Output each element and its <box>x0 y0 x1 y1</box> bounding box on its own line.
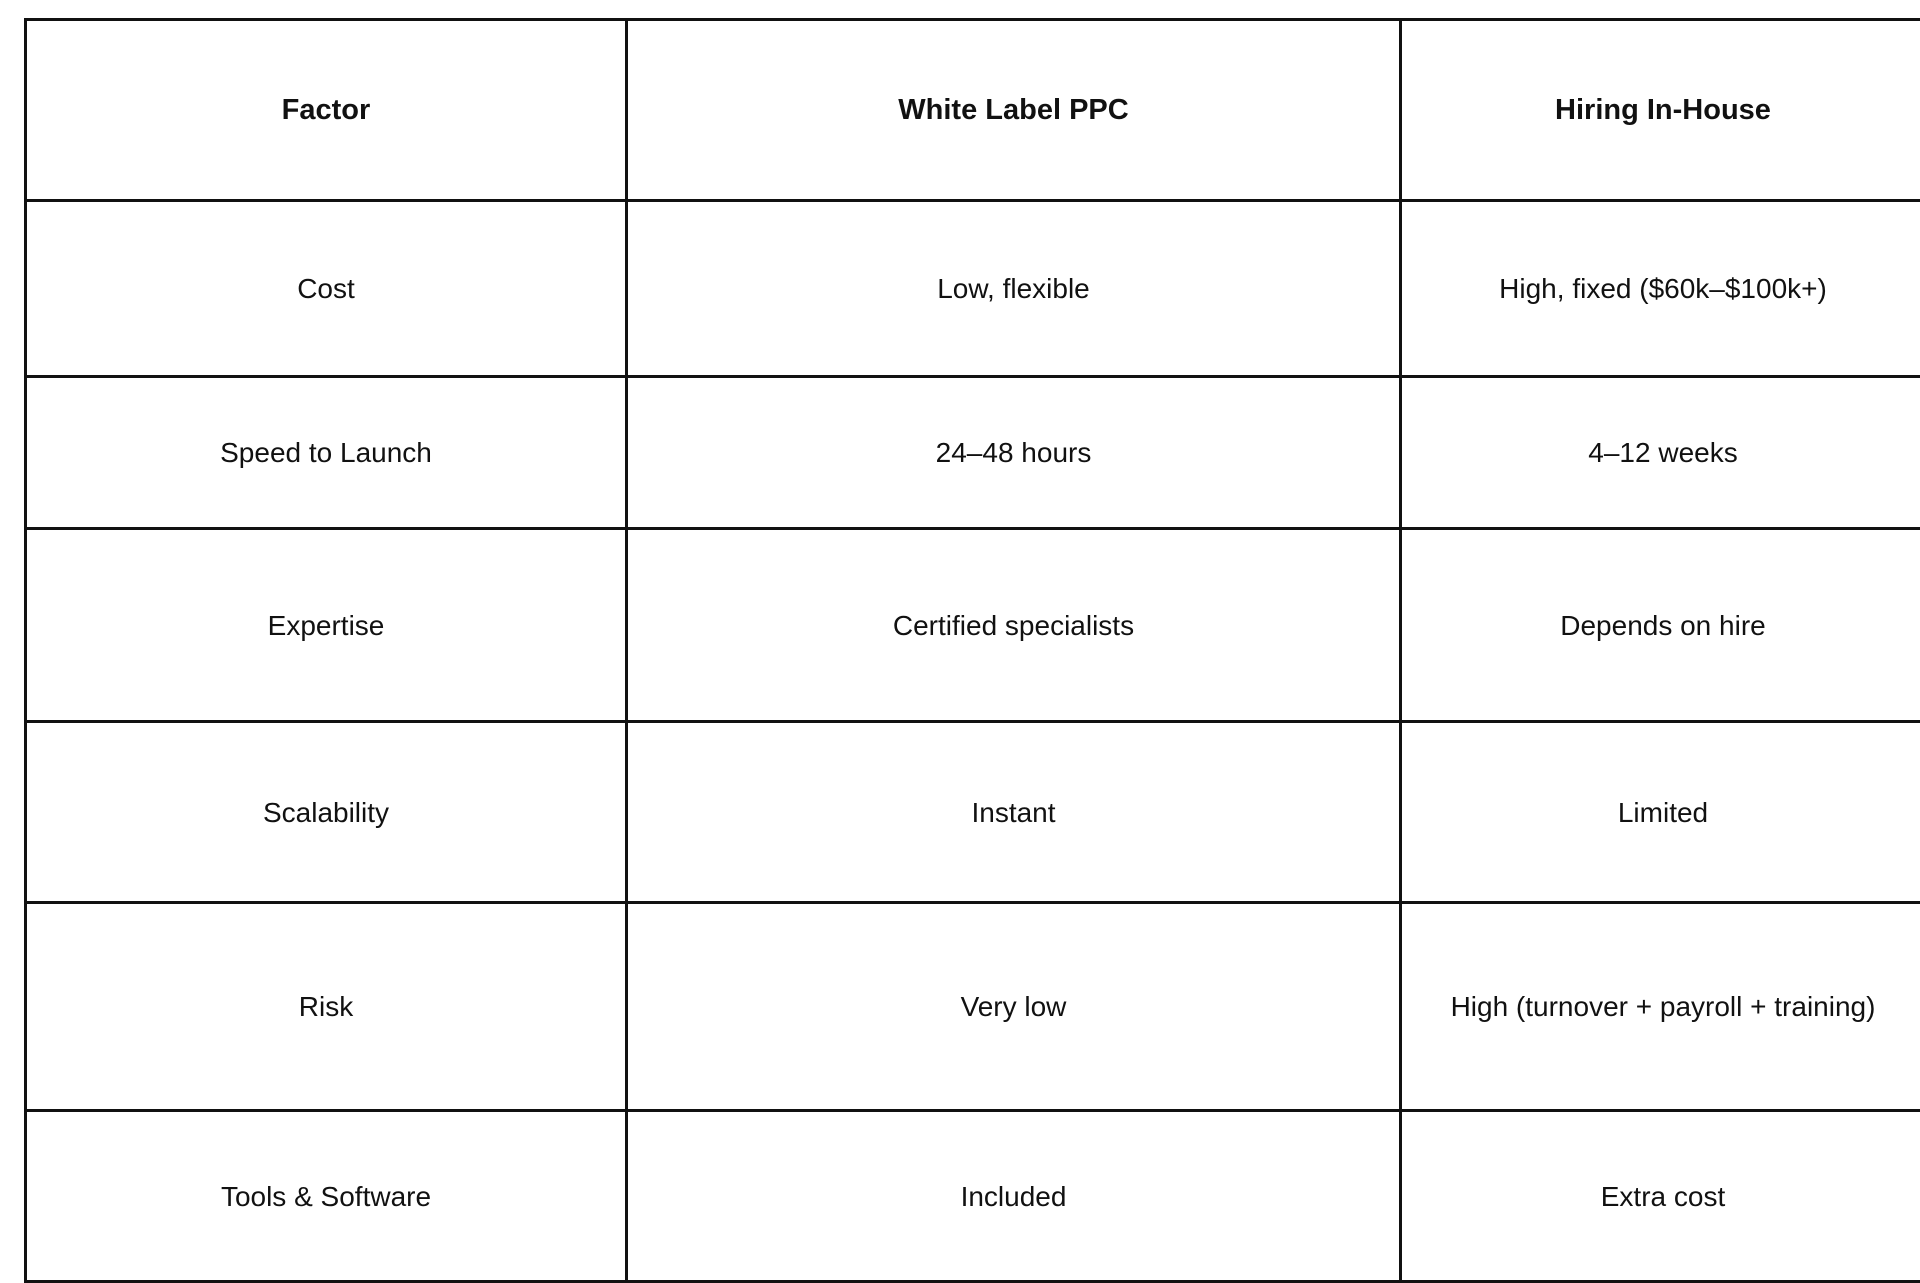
table-row <box>26 377 1920 529</box>
cell-factor: Risk <box>26 903 627 1111</box>
cell-hiring-in-house: 4–12 weeks <box>1401 377 1920 529</box>
cell-white-label-ppc: 24–48 hours <box>627 377 1401 529</box>
cell-white-label-ppc: Very low <box>627 903 1401 1111</box>
table-row <box>26 201 1920 377</box>
table-row <box>26 1111 1920 1282</box>
header-white-label-ppc: White Label PPC <box>627 20 1401 201</box>
table-row <box>26 529 1920 722</box>
cell-hiring-in-house: Depends on hire <box>1401 529 1920 722</box>
cell-factor: Expertise <box>26 529 627 722</box>
table-row <box>26 722 1920 903</box>
cell-hiring-in-house: High (turnover + payroll + training) <box>1401 903 1920 1111</box>
cell-factor: Speed to Launch <box>26 377 627 529</box>
table-row <box>26 903 1920 1111</box>
cell-factor: Cost <box>26 201 627 377</box>
cell-white-label-ppc: Certified specialists <box>627 529 1401 722</box>
header-hiring-in-house: Hiring In-House <box>1401 20 1920 201</box>
header-factor: Factor <box>26 20 627 201</box>
cell-hiring-in-house: Limited <box>1401 722 1920 903</box>
comparison-table <box>24 18 1920 1283</box>
cell-factor: Tools & Software <box>26 1111 627 1282</box>
cell-hiring-in-house: Extra cost <box>1401 1111 1920 1282</box>
cell-white-label-ppc: Instant <box>627 722 1401 903</box>
cell-factor: Scalability <box>26 722 627 903</box>
cell-white-label-ppc: Low, flexible <box>627 201 1401 377</box>
cell-hiring-in-house: High, fixed ($60k–$100k+) <box>1401 201 1920 377</box>
table-header-row <box>26 20 1920 201</box>
cell-white-label-ppc: Included <box>627 1111 1401 1282</box>
